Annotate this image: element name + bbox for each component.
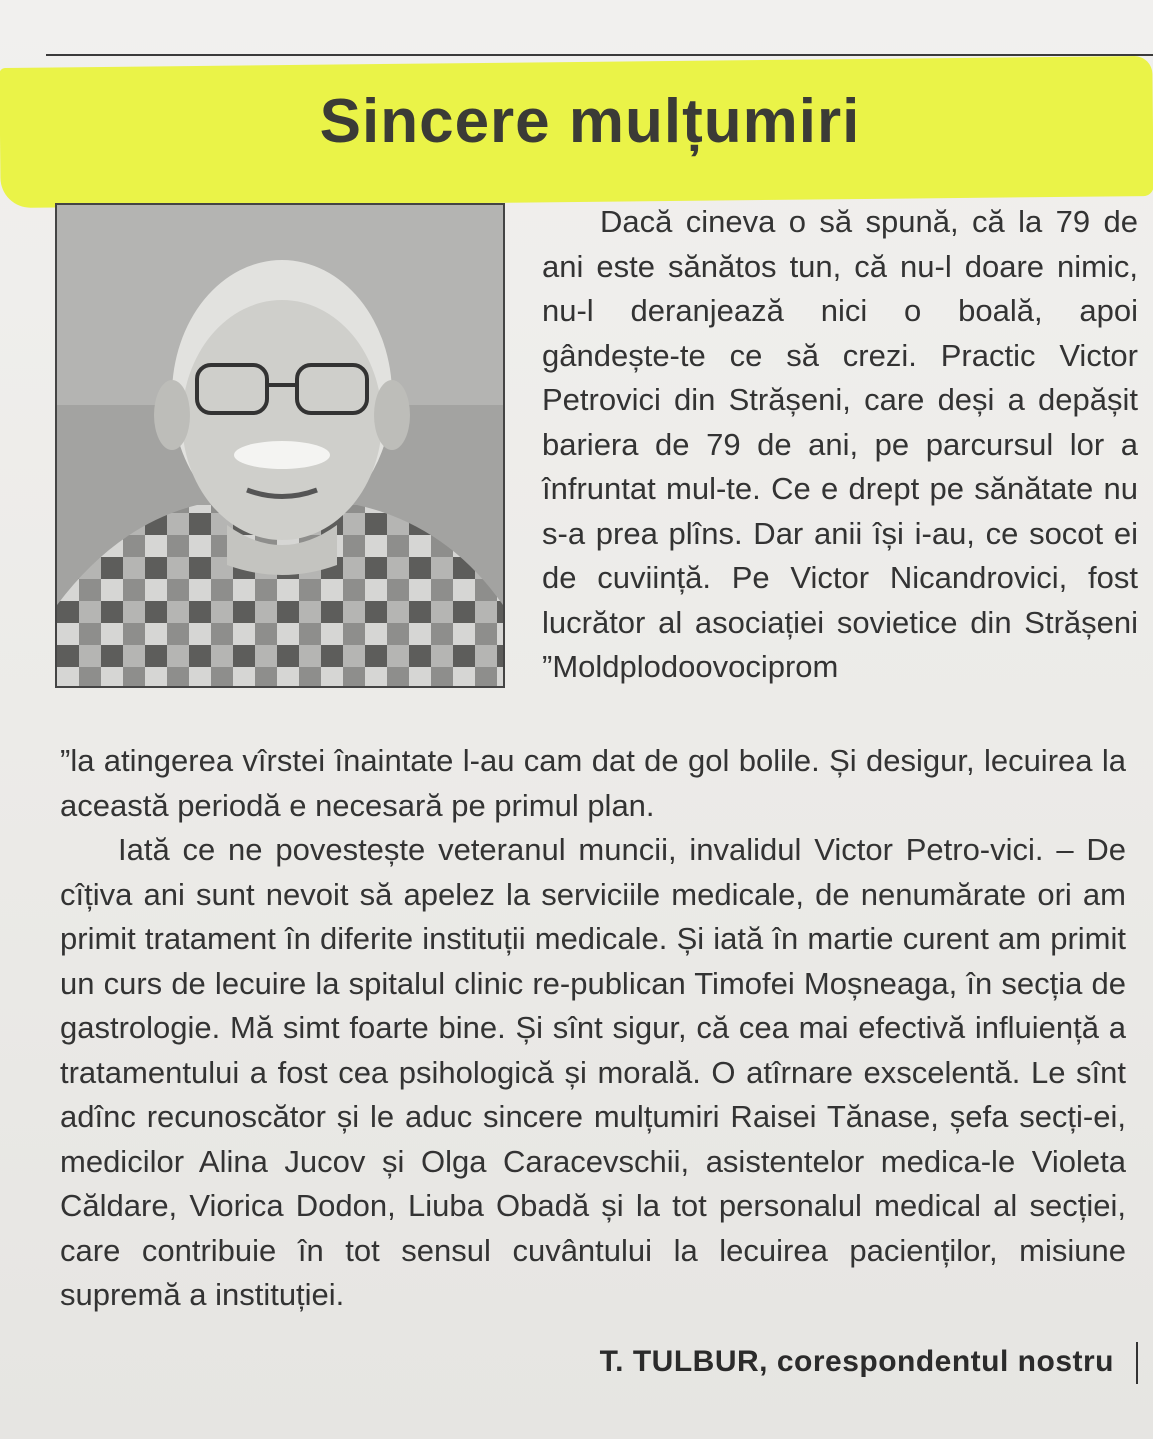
author-signature: T. TULBUR, corespondentul nostru <box>599 1345 1114 1378</box>
right-column-rule <box>1136 1342 1138 1384</box>
article-intro-paragraph <box>542 200 1138 690</box>
article-title: Sincere mulțumiri <box>319 87 861 156</box>
top-divider-rule <box>46 54 1153 56</box>
portrait-photo <box>55 203 505 688</box>
paragraph-testimony: Iată ce ne povestește veteranul muncii, invalidul Victor Petro-vici. – De cîțiva ani sunt nevoit să apelez la serviciile medicale, de nenumărate ori am primit tratament în diferite instituții medicale. Și iată în martie curent am primit un curs de lecuire la spitalul clinic re-publican Timofei Moșneaga, în secția de gastrologie. Mă simt foarte bine. Și sînt sigur, că cea mai efectivă influiență a tratamentului a fost cea psihologică și morală. O atîrnare exscelentă. Le sînt adînc recunoscător și le aduc sincere mulțumiri Raisei Tănase, șefa secți-ei, medicilor Alina Jucov și Olga Caracevschii, asistentelor medica-le Violeta Căldare, Viorica Dodon, Liuba Obadă și la tot personalul medical al secției, care contribuie în tot sensul cuvântului la lecuirea pacienților, misiune supremă a instituției. <box>60 832 1126 1312</box>
intro-text: Dacă cineva o să spună, că la 79 de ani este sănătos tun, că nu-l doare nimic, nu-l deranjează nici o boală, apoi gândește-te ce să crezi. Practic Victor Petrovici din Strășeni, care deși a depășit bariera de 79 de ani, pe parcursul lor a înfruntat mul-te. Ce e drept pe sănătate nu s-a prea plîns. Dar anii își i-au, ce socot ei de cuviință. Pe Victor Nicandrovici, fost lucrător al asociației sovietice din Strășeni ”Moldplodoovociprom <box>542 204 1138 684</box>
paragraph-continuation: ”la atingerea vîrstei înaintate l-au cam dat de gol bolile. Și desigur, lecuirea la această periodă e necesară pe primul plan. <box>60 743 1126 823</box>
article-body <box>60 739 1126 1318</box>
